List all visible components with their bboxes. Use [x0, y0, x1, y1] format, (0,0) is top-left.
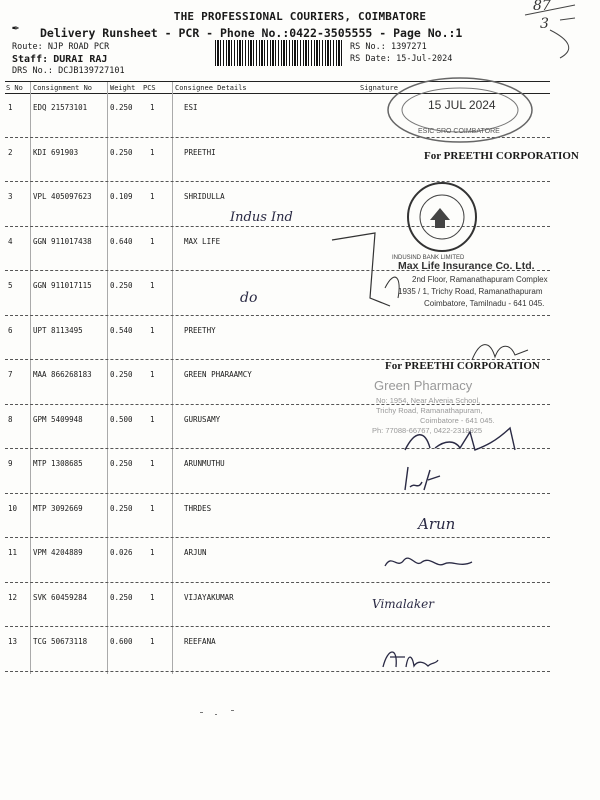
delivery-bracket	[330, 228, 410, 318]
row-cell-cons: SVK 60459284	[33, 592, 88, 602]
row-divider	[5, 582, 550, 583]
drs-value: DCJB139727101	[58, 66, 125, 76]
row-cell-weight: 0.250	[110, 592, 133, 602]
corner-scribble	[520, 0, 580, 60]
row-divider	[5, 537, 550, 538]
green-addr3: Coimbatore - 641 045.	[420, 416, 495, 425]
maxlife-addr3: Coimbatore, Tamilnadu - 641 045.	[424, 299, 545, 308]
indus-note: Indus Ind	[230, 210, 293, 225]
esic-ring-text: ESIC SRO COIMBATORE	[418, 128, 500, 135]
row-cell-sno: 5	[8, 281, 13, 290]
maxlife-name: Max Life Insurance Co. Ltd.	[398, 260, 535, 272]
row-cell-sno: 8	[8, 414, 13, 424]
row-cell-cons: GPM 5409948	[33, 414, 83, 424]
signature-gurusamy	[400, 420, 530, 460]
row-cell-sno: 10	[8, 503, 18, 513]
row-cell-pcs: 1	[150, 414, 155, 424]
row-cell-sno: 4	[8, 236, 13, 246]
rs-date-line	[350, 54, 452, 64]
row-cell-sno: 1	[8, 103, 13, 112]
col-signature: Signature	[360, 84, 398, 92]
col-weight: Weight	[110, 84, 136, 92]
esic-date: 15 JUL 2024	[428, 98, 496, 112]
drs-line	[12, 66, 125, 76]
row-cell-pcs: 1	[150, 503, 155, 513]
row-cell-cons: MAA 866268183	[33, 370, 92, 379]
green-addr1: No: 1954, Near Alvenia School,	[376, 396, 481, 405]
scan-speck	[215, 714, 217, 715]
row-cell-weight: 0.250	[110, 147, 133, 157]
row-cell-weight: 0.026	[110, 548, 133, 557]
signature-arun: Arun	[418, 515, 456, 533]
row-cell-weight: 0.109	[110, 192, 133, 201]
row-cell-sno: 12	[8, 592, 18, 602]
row-cell-weight: 0.500	[110, 414, 133, 424]
staff-label: Staff:	[12, 54, 49, 65]
maxlife-addr1: 2nd Floor, Ramanathapuram Complex	[412, 275, 548, 284]
row-cell-pcs: 1	[150, 147, 155, 157]
row-cell-pcs: 1	[150, 103, 155, 112]
row-cell-pcs: 1	[150, 236, 155, 246]
row-cell-consignee: SHRIDULLA	[184, 192, 225, 201]
row-cell-weight: 0.250	[110, 281, 133, 290]
scan-speck	[200, 712, 203, 713]
col-consignee: Consignee Details	[175, 84, 247, 92]
row-cell-weight: 0.250	[110, 503, 133, 513]
row-cell-sno: 11	[8, 548, 18, 557]
signature-arjun	[382, 548, 482, 576]
corner-note-bottom: 3	[540, 16, 549, 32]
row-cell-consignee: GREEN PHARAAMCY	[184, 370, 252, 379]
corner-note-top: 87	[533, 0, 551, 14]
row-cell-weight: 0.640	[110, 236, 133, 246]
row-cell-sno: 3	[8, 192, 13, 201]
row-cell-consignee: ESI	[184, 103, 198, 112]
indusind-stamp	[405, 180, 480, 255]
ditto-note: do	[240, 290, 258, 306]
indusind-ring-text: INDUSIND BANK LIMITED	[392, 255, 465, 261]
row-cell-consignee: PREETHI	[184, 147, 216, 157]
signature-reefana	[380, 642, 440, 672]
rs-no-label: RS No.:	[350, 42, 386, 52]
col-divider	[30, 82, 31, 674]
row-cell-cons: EDQ 21573101	[33, 103, 88, 112]
row-cell-cons: VPM 4204889	[33, 548, 83, 557]
row-cell-pcs: 1	[150, 370, 155, 379]
green-addr2: Trichy Road, Ramanathapuram,	[376, 406, 483, 415]
row-cell-cons: MTP 3092669	[33, 503, 83, 513]
signature-vijayakumar: Vimalaker	[372, 597, 434, 611]
row-cell-sno: 7	[8, 370, 13, 379]
barcode	[215, 40, 343, 66]
row-cell-pcs: 1	[150, 192, 155, 201]
row-cell-consignee: GURUSAMY	[184, 414, 221, 424]
row-cell-consignee: ARUNMUTHU	[184, 459, 225, 468]
row-cell-sno: 13	[8, 637, 18, 646]
row-cell-consignee: PREETHY	[184, 325, 216, 335]
maxlife-addr2: 1935 / 1, Trichy Road, Ramanathapuram	[398, 287, 543, 296]
route-value: NJP ROAD PCR	[47, 42, 110, 52]
drs-label: DRS No.:	[12, 66, 53, 76]
row-cell-weight: 0.250	[110, 103, 133, 112]
row-cell-pcs: 1	[150, 281, 155, 290]
row-cell-pcs: 1	[150, 325, 155, 335]
row-cell-consignee: ARJUN	[184, 548, 207, 557]
signature-arunmuthu	[400, 462, 450, 492]
row-cell-cons: GGN 911017115	[33, 281, 92, 290]
row-cell-pcs: 1	[150, 637, 155, 646]
row-cell-cons: MTP 1308685	[33, 459, 83, 468]
row-cell-cons: KDI 691903	[33, 147, 79, 157]
staff-value: DURAI RAJ	[53, 54, 108, 65]
row-divider	[5, 315, 550, 316]
row-cell-consignee: REEFANA	[184, 637, 216, 646]
col-divider	[172, 82, 173, 674]
rs-date-label: RS Date:	[350, 54, 391, 64]
row-cell-weight: 0.250	[110, 459, 133, 468]
row-cell-pcs: 1	[150, 459, 155, 468]
row-cell-sno: 6	[8, 325, 13, 335]
row-cell-pcs: 1	[150, 592, 155, 602]
row-divider	[5, 671, 550, 672]
row-cell-cons: GGN 911017438	[33, 236, 92, 246]
row-cell-sno: 9	[8, 459, 13, 468]
scan-speck	[231, 710, 234, 711]
row-divider	[5, 626, 550, 627]
col-consignment: Consignment No	[33, 84, 93, 92]
green-phone: Ph: 77088-66767, 0422-2318925	[372, 426, 483, 435]
preethi-signature	[470, 335, 530, 365]
green-name: Green Pharmacy	[374, 378, 473, 393]
col-divider	[107, 82, 108, 674]
row-cell-weight: 0.540	[110, 325, 133, 335]
runsheet-title: Delivery Runsheet - PCR - Phone No.:0422-3505555 - Page No.:1	[40, 26, 463, 40]
rs-no-line	[350, 42, 427, 52]
rs-no-value: 1397271	[390, 42, 427, 52]
row-cell-consignee: MAX LIFE	[184, 236, 221, 246]
row-cell-consignee: VIJAYAKUMAR	[184, 592, 234, 602]
preethi-corp-stamp-2: For PREETHI CORPORATION	[385, 360, 540, 372]
col-pcs: PCS	[143, 84, 156, 92]
rs-date-value: 15-Jul-2024	[396, 54, 453, 64]
route-line	[12, 42, 109, 52]
row-cell-consignee: THRDES	[184, 503, 212, 513]
row-cell-cons: TCG 50673118	[33, 637, 88, 646]
row-divider	[5, 493, 550, 494]
preethi-corp-stamp-1: For PREETHI CORPORATION	[424, 150, 579, 162]
pen-mark-icon: ✒	[12, 20, 20, 34]
row-cell-pcs: 1	[150, 548, 155, 557]
row-cell-cons: VPL 405097623	[33, 192, 92, 201]
row-cell-weight: 0.600	[110, 637, 133, 646]
row-cell-sno: 2	[8, 147, 13, 157]
col-sno: S No	[6, 84, 23, 92]
company-title: THE PROFESSIONAL COURIERS, COIMBATORE	[173, 10, 427, 23]
route-label: Route:	[12, 42, 43, 52]
staff-line	[12, 54, 107, 65]
row-cell-weight: 0.250	[110, 370, 133, 379]
row-cell-cons: UPT 8113495	[33, 325, 83, 335]
